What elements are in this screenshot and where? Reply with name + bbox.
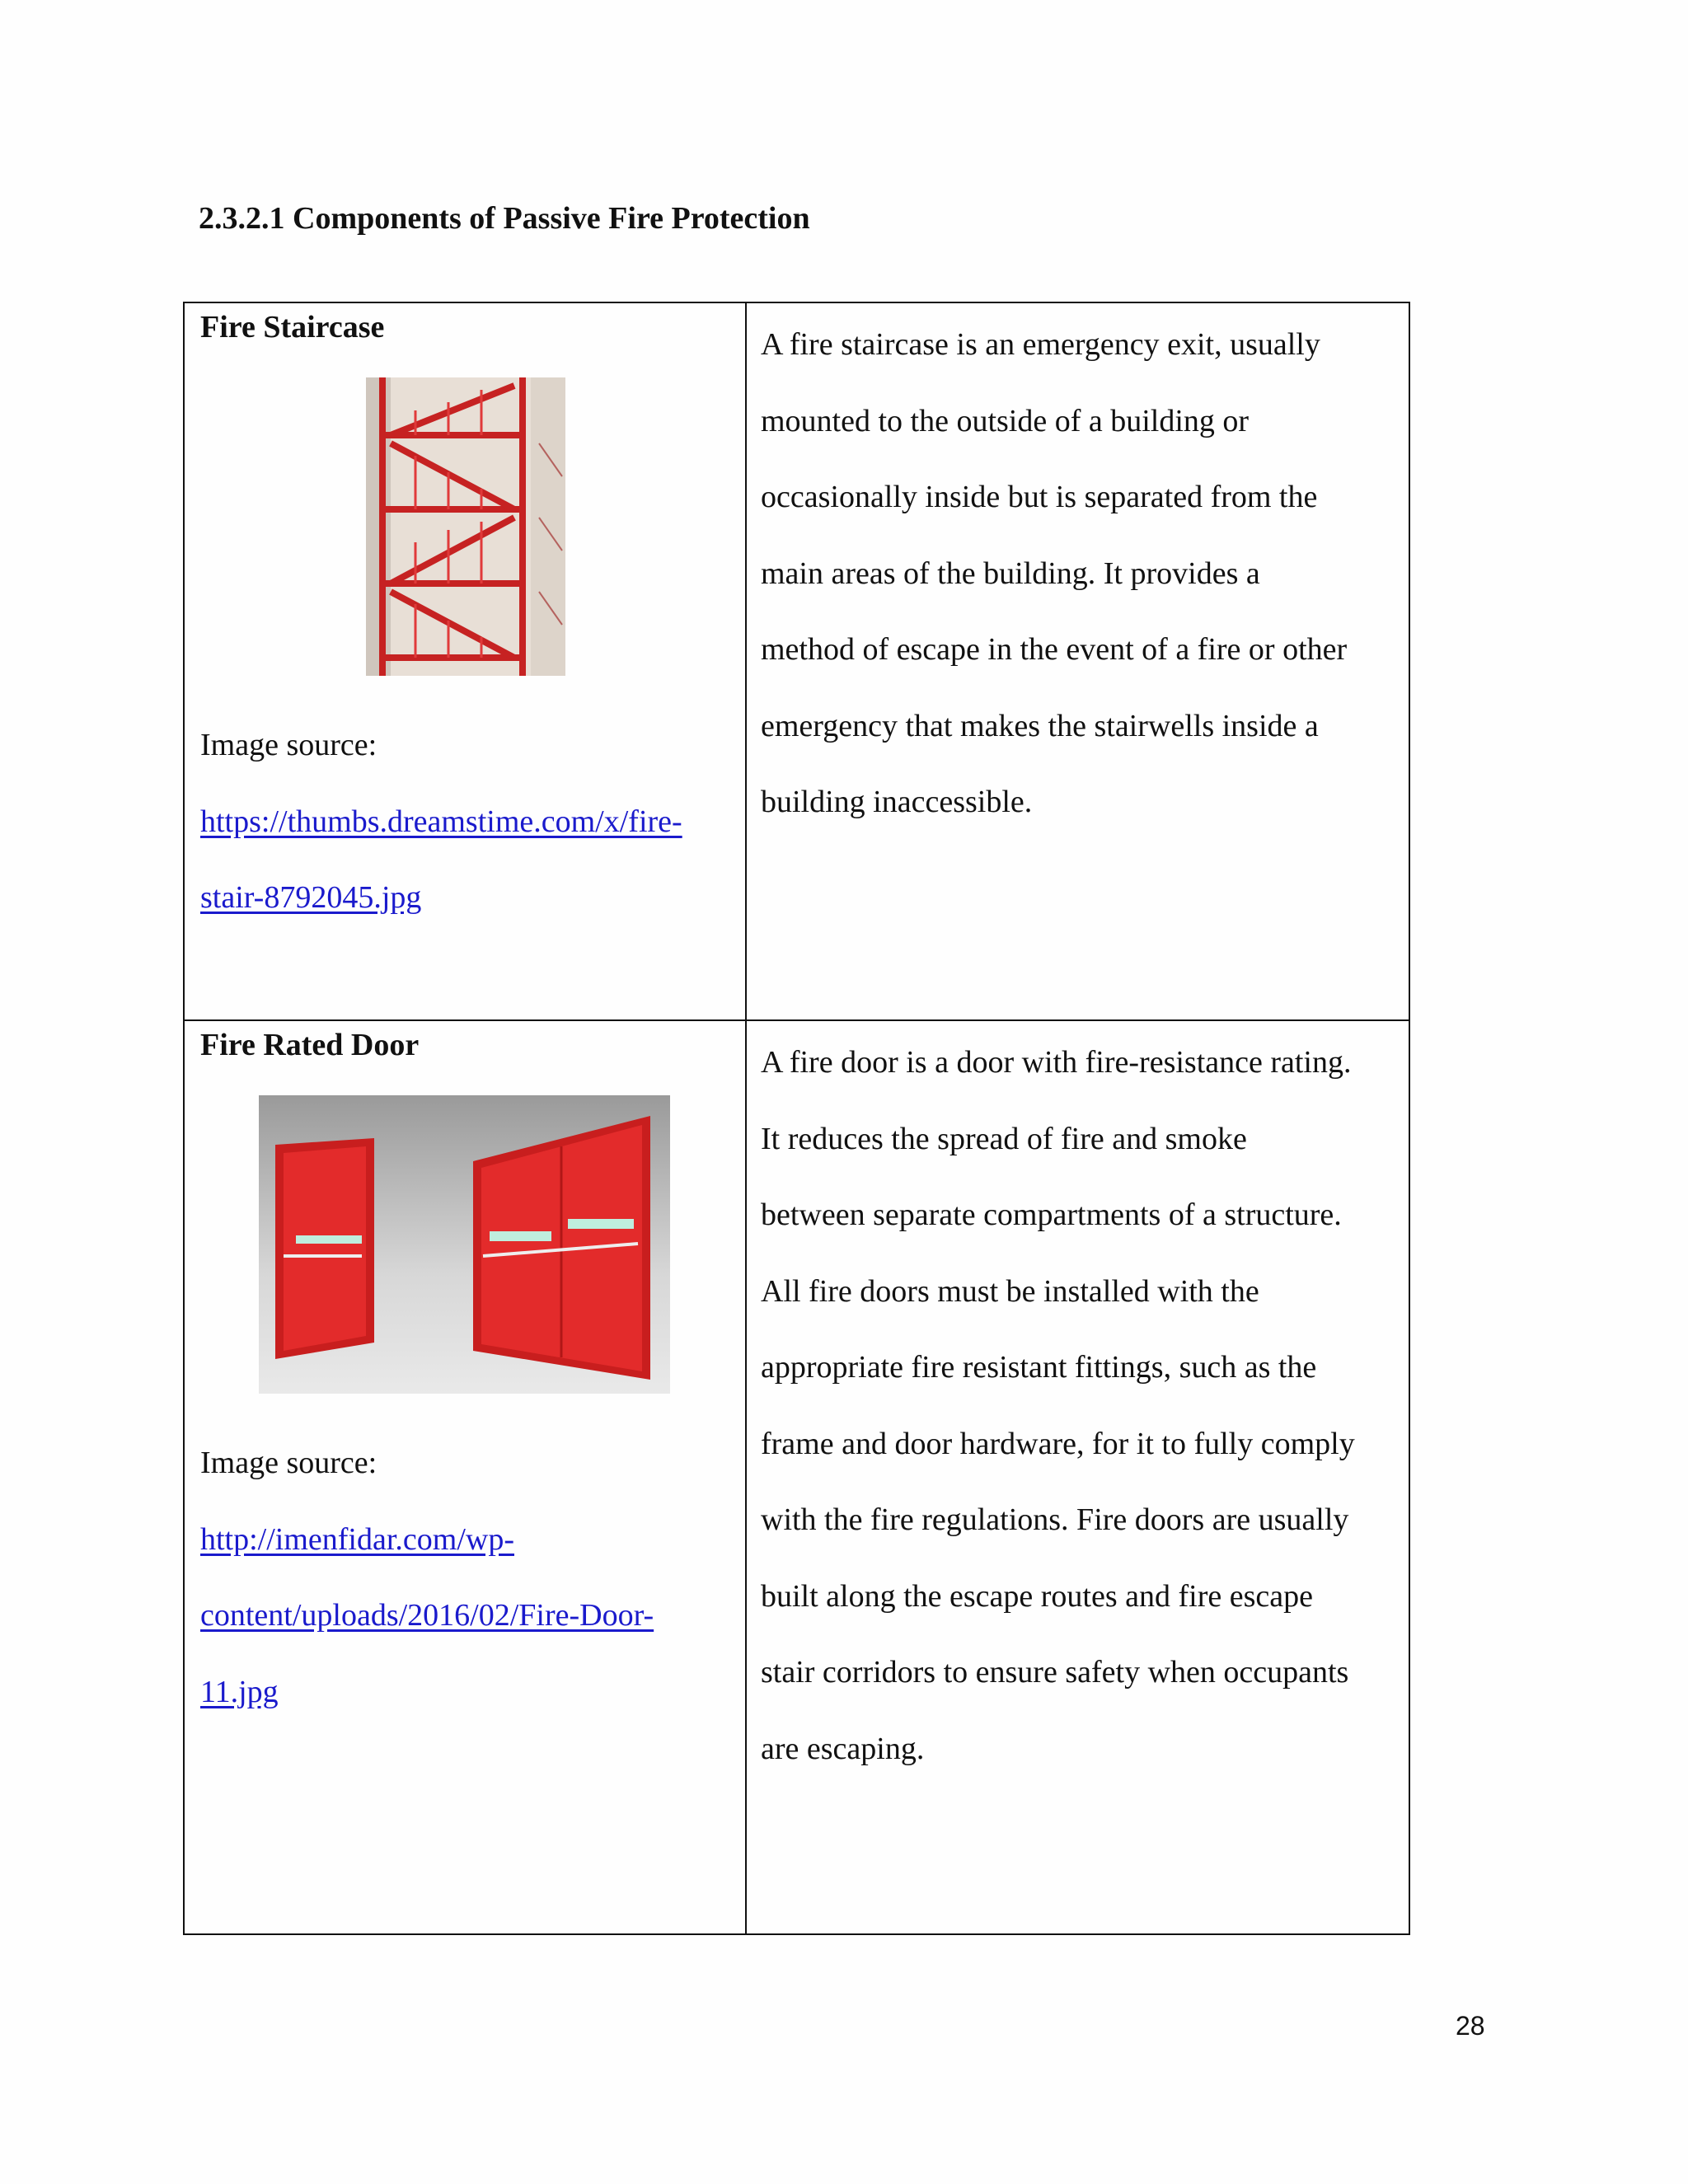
component-description: [761, 307, 1347, 841]
page-number: 28: [1456, 2011, 1485, 2041]
description-line: frame and door hardware, for it to fully comply: [761, 1426, 1355, 1461]
description-line: method of escape in the event of a fire or other: [761, 632, 1348, 667]
section-heading: 2.3.2.1 Components of Passive Fire Protection: [199, 201, 810, 236]
description-cell: [746, 1020, 1409, 1934]
description-line: main areas of the building. It provides a: [761, 555, 1260, 591]
component-description: [761, 1024, 1355, 1787]
table-row: [184, 302, 1409, 1020]
description-line: It reduces the spread of fire and smoke: [761, 1121, 1247, 1156]
image-source: [200, 707, 682, 936]
image-source-link[interactable]: 11.jpg: [200, 1674, 279, 1709]
component-cell: [184, 302, 746, 1020]
description-line: occasionally inside but is separated from the: [761, 480, 1318, 514]
fire-door-image: [259, 1095, 670, 1394]
component-title: Fire Rated Door: [200, 1028, 420, 1062]
components-table: [183, 302, 1410, 1935]
description-line: building inaccessible.: [761, 785, 1033, 819]
image-source-link[interactable]: https://thumbs.dreamstime.com/x/fire-: [200, 804, 682, 839]
table-row: [184, 1020, 1409, 1934]
fire-staircase-image: [366, 377, 565, 676]
fire-door-photo-icon: [259, 1095, 670, 1394]
fire-staircase-photo-icon: [366, 377, 565, 676]
image-source-label: Image source:: [200, 1446, 377, 1480]
component-title: Fire Staircase: [200, 310, 385, 344]
description-line: emergency that makes the stairwells inside a: [761, 708, 1319, 743]
image-source-link[interactable]: content/uploads/2016/02/Fire-Door-: [200, 1598, 654, 1633]
description-line: built along the escape routes and fire escape: [761, 1578, 1313, 1614]
image-source-link[interactable]: stair-8792045.jpg: [200, 880, 422, 915]
description-line: A fire staircase is an emergency exit, usually: [761, 327, 1320, 362]
component-cell: [184, 1020, 746, 1934]
image-source: [200, 1425, 654, 1730]
description-line: All fire doors must be installed with the: [761, 1273, 1259, 1309]
image-source-link[interactable]: http://imenfidar.com/wp-: [200, 1521, 514, 1557]
description-line: stair corridors to ensure safety when occupants: [761, 1655, 1349, 1690]
description-line: mounted to the outside of a building or: [761, 403, 1250, 438]
description-line: A fire door is a door with fire-resistance rating.: [761, 1045, 1352, 1080]
description-line: between separate compartments of a structure.: [761, 1197, 1342, 1232]
description-line: are escaping.: [761, 1731, 925, 1766]
image-source-label: Image source:: [200, 728, 377, 762]
description-cell: [746, 302, 1409, 1020]
description-line: appropriate fire resistant fittings, such as the: [761, 1350, 1317, 1385]
description-line: with the fire regulations. Fire doors are usually: [761, 1502, 1349, 1537]
